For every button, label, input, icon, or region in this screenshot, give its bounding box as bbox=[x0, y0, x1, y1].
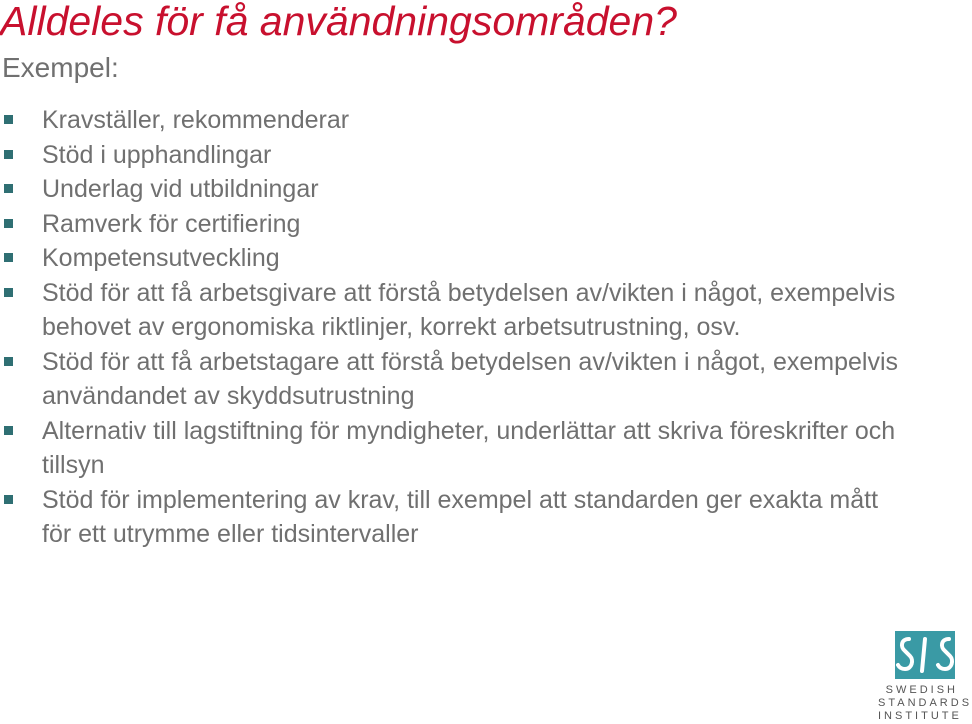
bullet-text: Alternativ till lagstiftning för myndigheter, underlättar att skriva föreskrifter och tillsyn bbox=[42, 416, 896, 479]
sis-logo-mark-icon bbox=[895, 631, 955, 679]
bullet-square-icon bbox=[4, 115, 13, 124]
bullet-square-icon bbox=[4, 426, 13, 435]
slide-subtitle: Exempel: bbox=[2, 52, 119, 83]
bullet-list bbox=[0, 103, 900, 552]
bullet-text: Kravställer, rekommenderar bbox=[42, 106, 350, 134]
bullet-item bbox=[0, 103, 900, 138]
bullet-item bbox=[0, 414, 900, 483]
bullet-square-icon bbox=[4, 357, 13, 366]
bullet-square-icon bbox=[4, 495, 13, 504]
bullet-text: Stöd för implementering av krav, till exempel att standarden ger exakta mått för ett utrymme eller tidsintervaller bbox=[42, 485, 879, 548]
bullet-text: Stöd för att få arbetstagare att förstå betydelsen av/vikten i något, exempelvis användandet av skyddsutrustning bbox=[42, 347, 899, 410]
bullet-square-icon bbox=[4, 253, 13, 262]
bullet-text: Stöd i upphandlingar bbox=[42, 140, 272, 169]
bullet-item bbox=[0, 276, 900, 345]
slide-title: Alldeles för få användningsområden? bbox=[0, 0, 677, 44]
bullet-item bbox=[0, 241, 900, 276]
logo-text-line3: INSTITUTE bbox=[878, 710, 962, 722]
logo-text-line2: STANDARDS bbox=[878, 697, 972, 709]
bullet-square-icon bbox=[4, 219, 13, 228]
bullet-square-icon bbox=[4, 150, 13, 159]
bullet-item bbox=[0, 138, 900, 173]
bullet-item bbox=[0, 172, 900, 207]
bullet-square-icon bbox=[4, 184, 13, 193]
bullet-text: Ramverk för certifiering bbox=[42, 209, 301, 238]
bullet-item bbox=[0, 483, 900, 552]
sis-logo bbox=[878, 629, 972, 723]
bullet-item bbox=[0, 207, 900, 242]
bullet-text: Underlag vid utbildningar bbox=[42, 175, 319, 203]
bullet-square-icon bbox=[4, 288, 13, 297]
logo-text-line1: SWEDISH bbox=[885, 684, 958, 696]
bullet-text: Stöd för att få arbetsgivare att förstå betydelsen av/vikten i något, exempelvis behovet av ergonomiska riktlinjer, korrekt arbetsutrustning, osv. bbox=[42, 278, 896, 341]
bullet-item bbox=[0, 345, 900, 414]
bullet-text: Kompetensutveckling bbox=[42, 244, 280, 272]
